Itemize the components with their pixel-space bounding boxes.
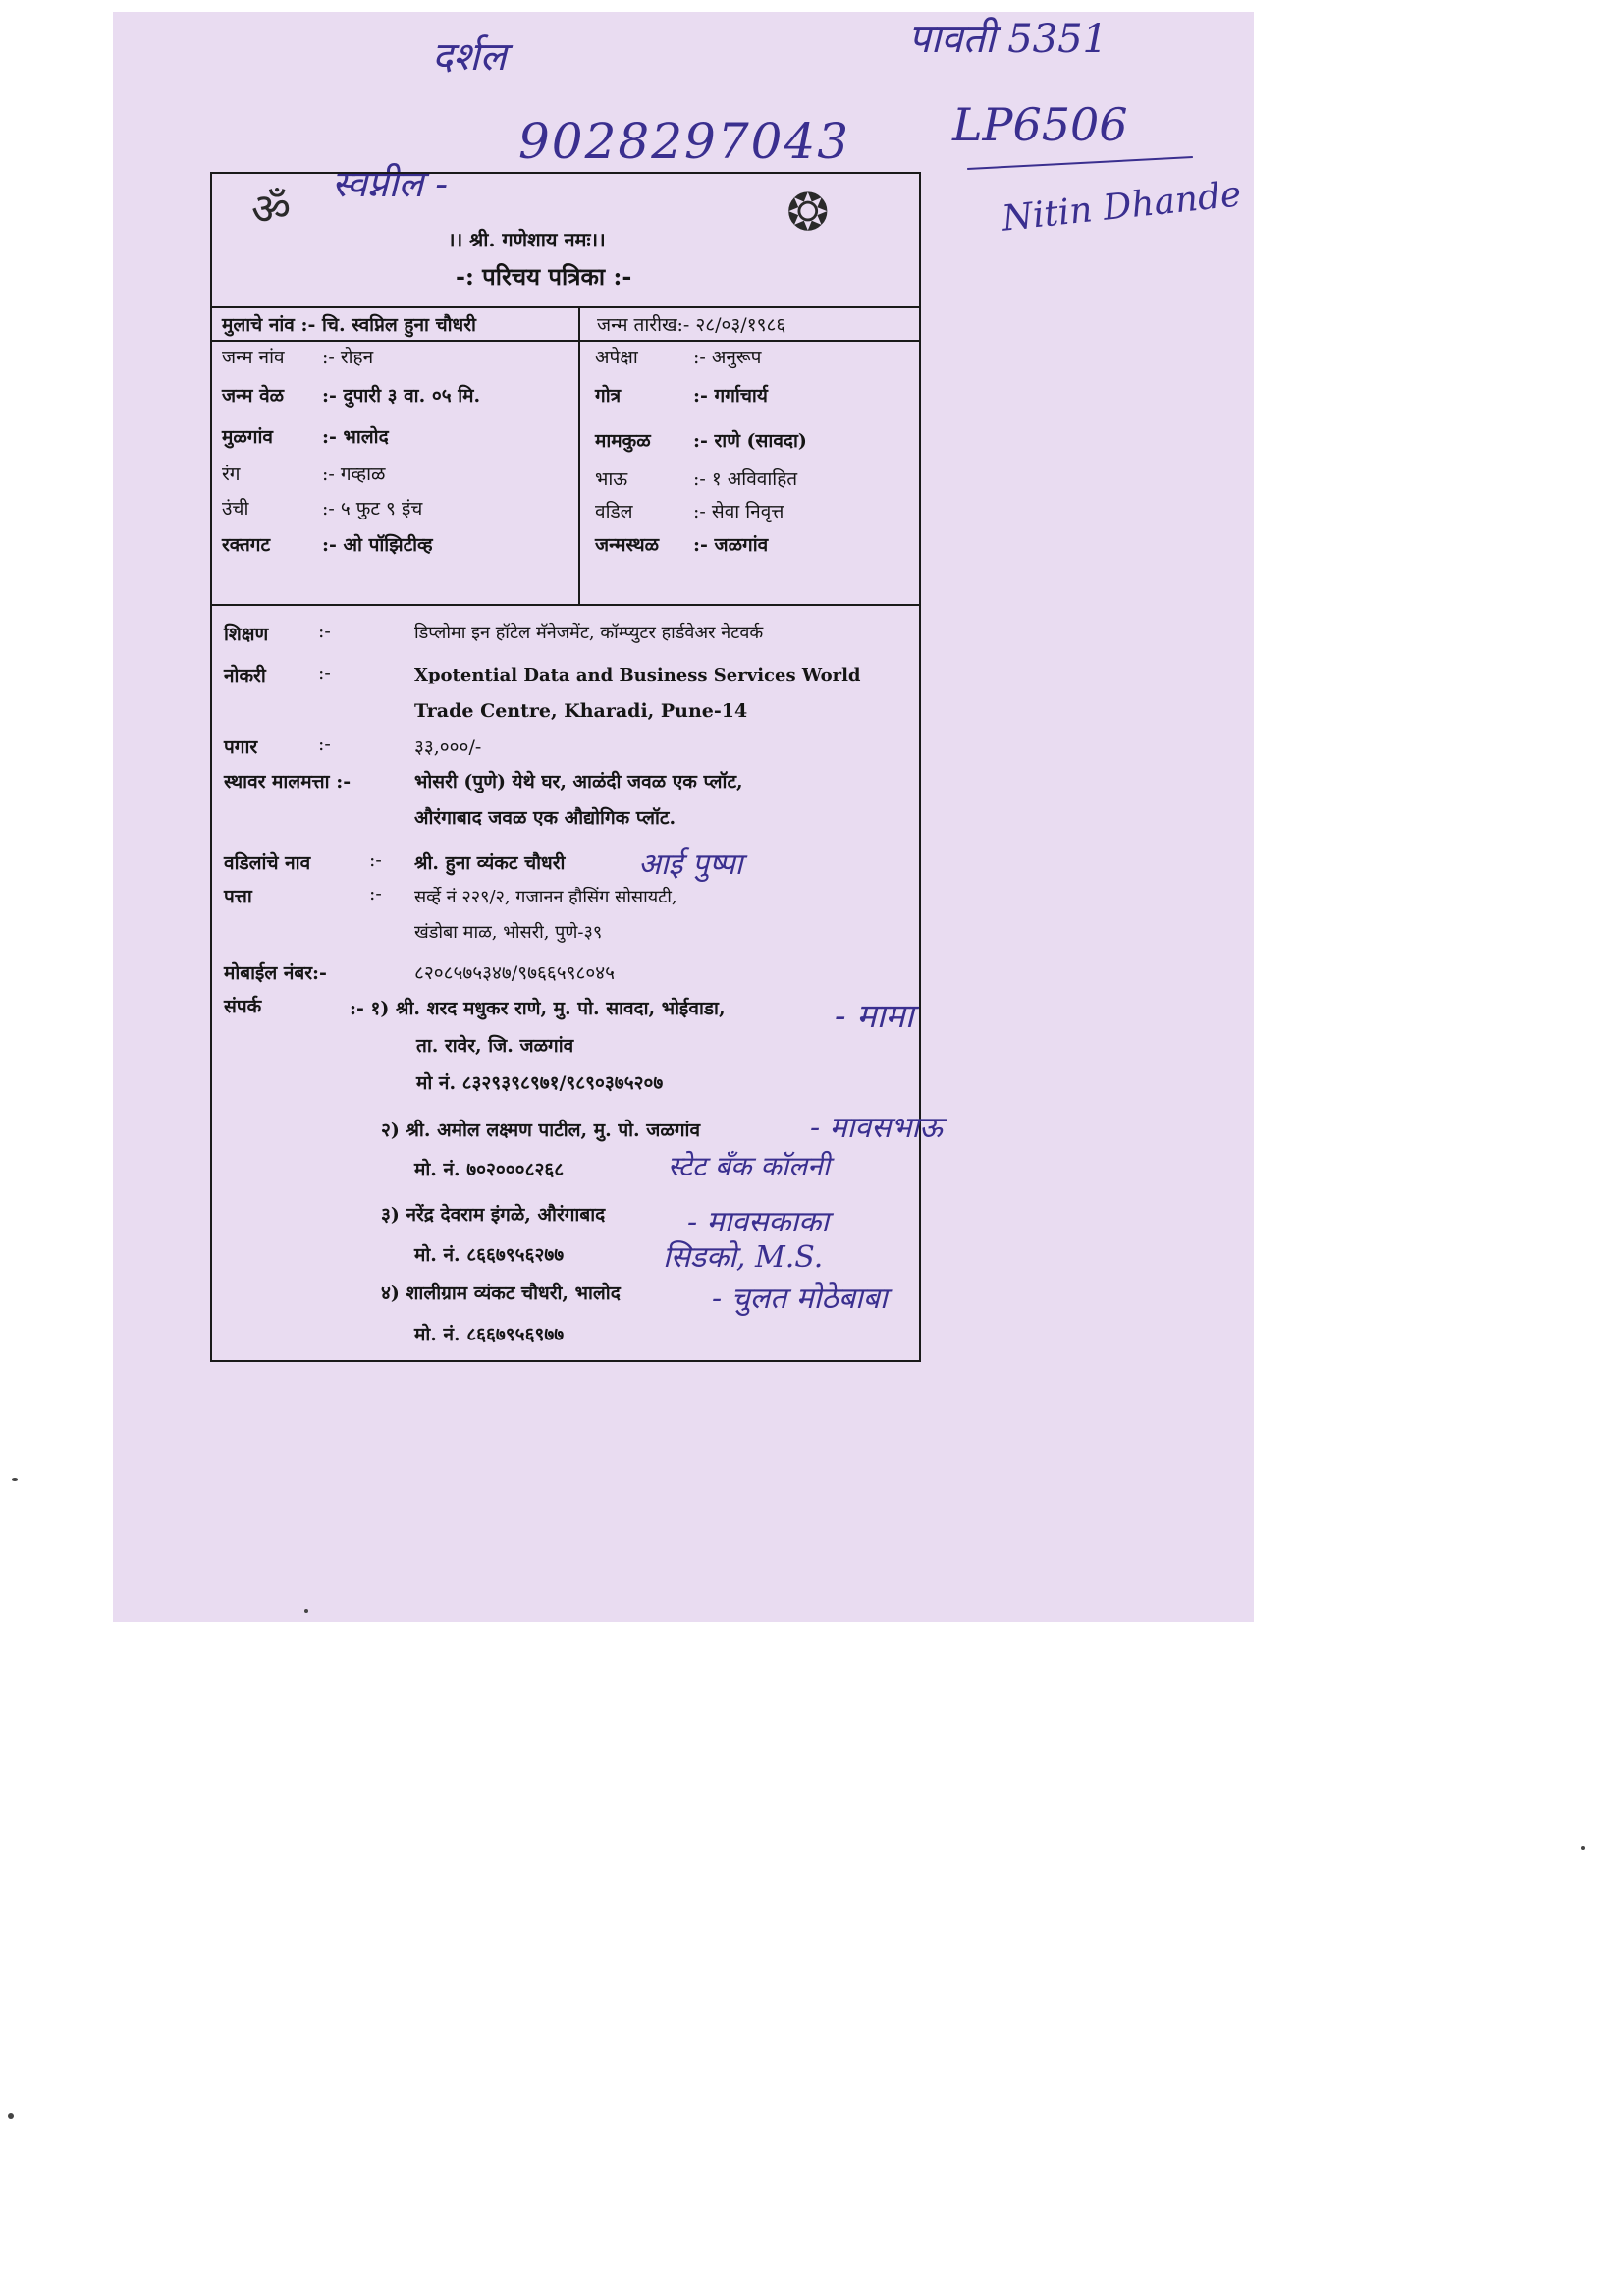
salary-label: पगार xyxy=(224,737,258,758)
ganesh-outline-icon: ॐ xyxy=(251,185,292,235)
groom-name: मुलाचे नांव :- चि. स्वप्निल हुना चौधरी xyxy=(222,314,476,336)
mobile-value: ८२०८५७५३४७/९७६६५९८०४५ xyxy=(414,962,616,984)
handwritten-phone: 9028297043 xyxy=(518,113,851,170)
scan-speck xyxy=(12,1478,18,1481)
detail-label: अपेक्षा xyxy=(595,347,638,368)
salary-value: ३३,०००/- xyxy=(414,737,482,758)
contact-label: संपर्क xyxy=(224,996,262,1017)
divider xyxy=(578,306,580,341)
contact-4-line2: मो. नं. ८६६७९५६९७७ xyxy=(414,1324,565,1345)
detail-label: रक्तगट xyxy=(222,534,271,556)
detail-value: :- अनुरूप xyxy=(693,347,762,368)
education-label: शिक्षण xyxy=(224,624,269,645)
mobile-label: मोबाईल नंबर:- xyxy=(224,962,327,984)
handwritten-contact3-note2: सिडको, M.S. xyxy=(663,1240,824,1275)
contact-1-line3: मो नं. ८३२९३९८९७१/९८९०३७५२०७ xyxy=(416,1072,664,1094)
father-label: वडिलांचे नाव xyxy=(224,852,311,874)
detail-label: भाऊ xyxy=(595,468,628,490)
handwritten-signature: Nitin Dhande xyxy=(1000,174,1244,240)
contact-1-line2: ता. रावेर, जि. जळगांव xyxy=(416,1035,574,1057)
salary-sep: :- xyxy=(318,734,331,755)
contact-2-line1: २) श्री. अमोल लक्ष्मण पाटील, मु. पो. जळगांव xyxy=(381,1120,701,1141)
handwritten-contact1-note: - मामा xyxy=(835,997,914,1036)
contact-3-line2: मो. नं. ८६६७९५६२७७ xyxy=(414,1244,565,1266)
detail-label: उंची xyxy=(222,498,249,519)
job-line1: Xpotential Data and Business Services World xyxy=(414,665,861,685)
detail-label: जन्मस्थळ xyxy=(595,534,660,556)
contact-3-line1: ३) नरेंद्र देवराम इंगळे, औरंगाबाद xyxy=(381,1204,606,1226)
handwritten-contact2-note2: स्टेट बँक कॉलनी xyxy=(668,1150,830,1182)
detail-value: :- जळगांव xyxy=(693,534,769,556)
divider xyxy=(212,340,919,342)
education-value: डिप्लोमा इन हॉटेल मॅनेजमेंट, कॉम्प्युटर हार्डवेअर नेटवर्क xyxy=(414,623,764,643)
detail-label: वडिल xyxy=(595,501,633,522)
detail-label: जन्म नांव xyxy=(222,347,285,368)
detail-label: मुळगांव xyxy=(222,426,273,448)
detail-label: गोत्र xyxy=(595,385,622,407)
detail-value: :- भालोद xyxy=(322,426,389,448)
detail-value: :- गव्हाळ xyxy=(322,464,386,485)
detail-value: :- सेवा निवृत्त xyxy=(693,501,784,522)
contact-2-line2: मो. नं. ७०२०००८२६८ xyxy=(414,1159,565,1180)
handwritten-top-center: दर्शल xyxy=(432,34,507,80)
scan-speck xyxy=(1581,1846,1585,1850)
handwritten-contact4-note: - चुलत मोठेबाबा xyxy=(712,1282,888,1316)
handwritten-code: LP6506 xyxy=(952,98,1128,151)
address-line2: खंडोबा माळ, भोसरी, पुणे-३९ xyxy=(414,922,603,943)
contact-1-line1: :- १) श्री. शरद मधुकर राणे, मु. पो. सावदा, भोईवाडा, xyxy=(350,998,726,1019)
handwritten-receipt: पावती 5351 xyxy=(908,17,1108,62)
divider xyxy=(212,306,919,308)
handwritten-contact3-note: - मावसकाका xyxy=(687,1205,829,1239)
detail-value: :- राणे (सावदा) xyxy=(693,430,807,452)
detail-label: रंग xyxy=(222,464,241,485)
detail-value: :- ओ पॉझिटीव्ह xyxy=(322,534,433,556)
education-sep: :- xyxy=(318,621,331,642)
date-of-birth: जन्म तारीख:- २८/०३/१९८६ xyxy=(597,314,786,336)
detail-value: :- गर्गाचार्य xyxy=(693,385,768,407)
contact-4-line1: ४) शालीग्राम व्यंकट चौधरी, भालोद xyxy=(381,1283,621,1304)
address-line1: सर्व्हे नं २२९/२, गजानन हौसिंग सोसायटी, xyxy=(414,887,677,907)
detail-value: :- ५ फुट ९ इंच xyxy=(322,498,423,519)
ganesh-filled-icon: ❂ xyxy=(786,184,830,243)
father-sep: :- xyxy=(369,849,382,871)
address-label: पत्ता xyxy=(224,886,252,907)
address-sep: :- xyxy=(369,883,382,904)
scan-speck xyxy=(8,2113,14,2119)
page-title: -: परिचय पत्रिका :- xyxy=(456,262,632,291)
detail-value: :- रोहन xyxy=(322,347,374,368)
detail-value: :- दुपारी ३ वा. ०५ मि. xyxy=(322,385,481,407)
handwritten-father-note: आई पुष्पा xyxy=(638,847,743,882)
scan-speck xyxy=(304,1609,308,1613)
job-line2: Trade Centre, Kharadi, Pune-14 xyxy=(414,700,748,722)
job-label: नोकरी xyxy=(224,665,266,686)
property-label: स्थावर मालमत्ता :- xyxy=(224,771,352,793)
detail-label: मामकुळ xyxy=(595,430,651,452)
detail-value: :- १ अविवाहित xyxy=(693,468,798,490)
father-value: श्री. हुना व्यंकट चौधरी xyxy=(414,852,566,874)
job-sep: :- xyxy=(318,662,331,683)
divider xyxy=(578,340,580,605)
divider xyxy=(212,604,919,606)
detail-label: जन्म वेळ xyxy=(222,385,285,407)
handwritten-label-left: स्वप्नील - xyxy=(332,162,449,205)
invocation-text: ।। श्री. गणेशाय नमः।। xyxy=(448,228,606,251)
property-line1: भोसरी (पुणे) येथे घर, आळंदी जवळ एक प्लॉट, xyxy=(414,771,743,793)
handwritten-contact2-note: - मावसभाऊ xyxy=(810,1111,943,1145)
property-line2: औरंगाबाद जवळ एक औद्योगिक प्लॉट. xyxy=(414,807,676,829)
